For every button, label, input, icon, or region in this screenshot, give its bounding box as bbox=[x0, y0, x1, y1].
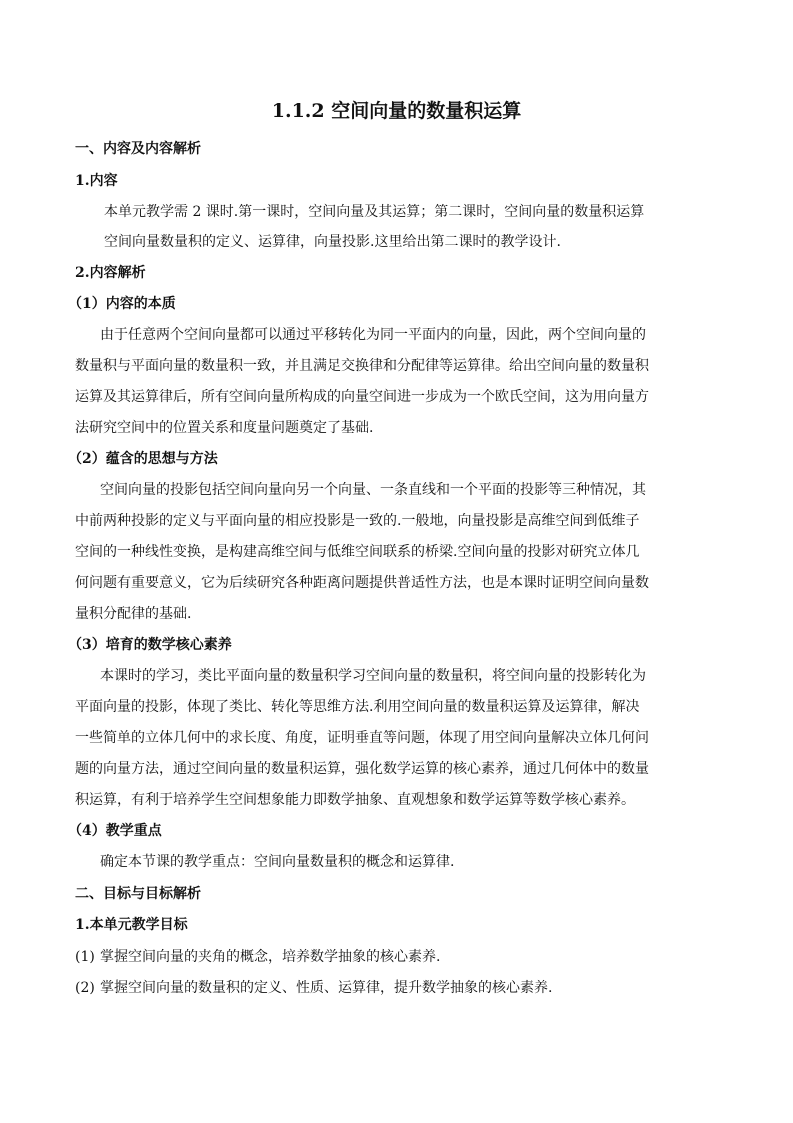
paragraph-line: 量积分配律的基础. bbox=[75, 606, 192, 622]
list-item-number: (2) bbox=[75, 980, 95, 996]
paragraph-line: 本课时的学习，类比平面向量的数量积学习空间向量的数量积，将空间向量的投影转化为 bbox=[100, 668, 646, 684]
paragraph-line: 空间的一种线性变换，是构建高维空间与低维空间联系的桥梁.空间向量的投影对研究立体几 bbox=[75, 544, 640, 560]
paragraph-line: 本单元教学需 2 课时.第一课时，空间向量及其运算；第二课时，空间向量的数量积运算 bbox=[104, 204, 645, 220]
paragraph-line: 由于任意两个空间向量都可以通过平移转化为同一平面内的向量，因此，两个空间向量的 bbox=[100, 327, 646, 343]
document-title: 1.1.2 空间向量的数量积运算 bbox=[271, 100, 522, 122]
subsection-heading-essence: （1）内容的本质 bbox=[68, 296, 176, 312]
paragraph-line: 空间向量的投影包括空间向量向另一个向量、一条直线和一个平面的投影等三种情况，其 bbox=[100, 482, 646, 498]
paragraph-line: 运算及其运算律后，所有空间向量所构成的向量空间进一步成为一个欧氏空间，这为用向量方 bbox=[75, 389, 649, 405]
subsection-heading-literacy: （3）培育的数学核心素养 bbox=[68, 637, 232, 653]
section-heading-1: 一、内容及内容解析 bbox=[75, 141, 201, 157]
section-heading-2: 二、目标与目标解析 bbox=[75, 886, 201, 902]
paragraph-line: 积运算，有利于培养学生空间想象能力即数学抽象、直观想象和数学运算等数学核心素养。 bbox=[75, 792, 635, 808]
subsection-heading-goals: 1.本单元教学目标 bbox=[75, 917, 188, 933]
list-item-number: (1) bbox=[75, 949, 95, 965]
subsection-heading-content: 1.内容 bbox=[75, 173, 118, 189]
paragraph-line: 题的向量方法，通过空间向量的数量积运算，强化数学运算的核心素养，通过几何体中的数量 bbox=[75, 761, 649, 777]
list-item-text: 掌握空间向量的数量积的定义、性质、运算律，提升数学抽象的核心素养. bbox=[100, 980, 553, 996]
paragraph-line: 一些简单的立体几何中的求长度、角度，证明垂直等问题，体现了用空间向量解决立体几何问 bbox=[75, 730, 649, 746]
paragraph-line: 平面向量的投影，体现了类比、转化等思维方法.利用空间向量的数量积运算及运算律，解决 bbox=[75, 699, 640, 715]
subsection-heading-keypoint: （4）教学重点 bbox=[68, 823, 162, 839]
paragraph-line: 确定本节课的教学重点：空间向量数量积的概念和运算律. bbox=[100, 854, 455, 870]
subsection-heading-analysis: 2.内容解析 bbox=[75, 265, 146, 281]
list-item bbox=[75, 978, 552, 998]
paragraph-line: 空间向量数量积的定义、运算律，向量投影.这里给出第二课时的教学设计. bbox=[104, 234, 561, 250]
list-item-text: 掌握空间向量的夹角的概念，培养数学抽象的核心素养. bbox=[100, 949, 441, 965]
paragraph-line: 法研究空间中的位置关系和度量问题奠定了基础. bbox=[75, 420, 374, 436]
paragraph-line: 数量积与平面向量的数量积一致，并且满足交换律和分配律等运算律。给出空间向量的数量积 bbox=[75, 358, 649, 374]
subsection-heading-ideas: （2）蕴含的思想与方法 bbox=[68, 451, 218, 467]
list-item bbox=[75, 947, 440, 967]
paragraph-line: 何问题有重要意义，它为后续研究各种距离问题提供普适性方法，也是本课时证明空间向量数 bbox=[75, 575, 649, 591]
paragraph-line: 中前两种投影的定义与平面向量的相应投影是一致的.一般地，向量投影是高维空间到低维子 bbox=[75, 513, 640, 529]
